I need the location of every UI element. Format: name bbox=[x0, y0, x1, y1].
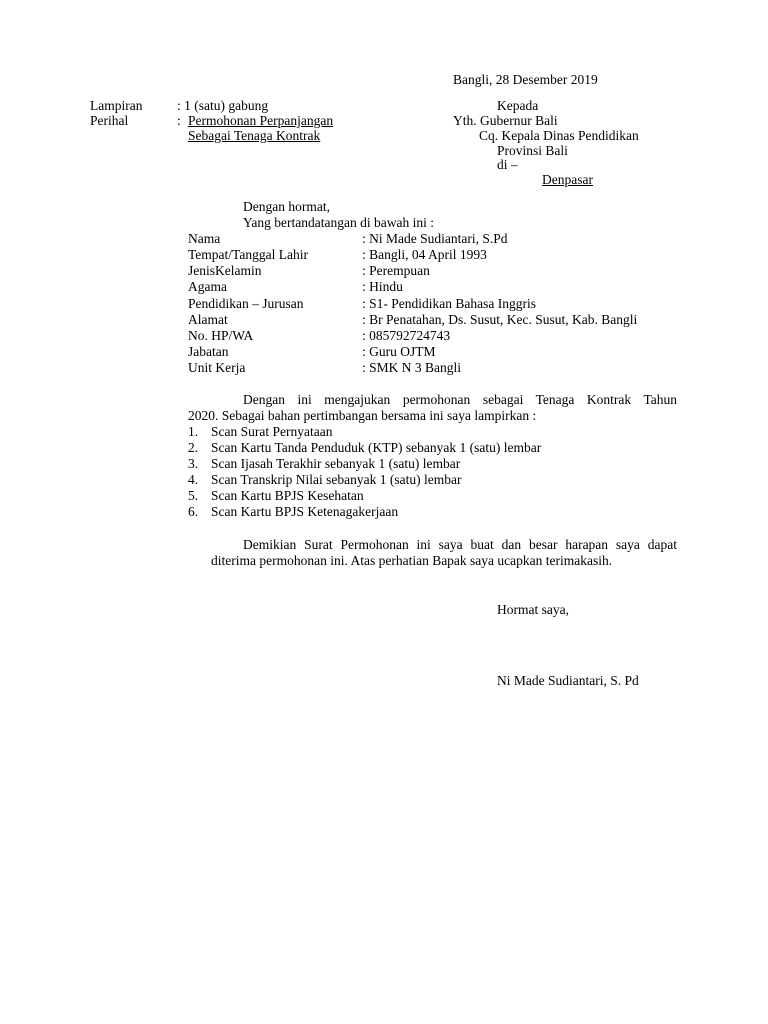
identity-label: Agama bbox=[188, 279, 227, 294]
identity-value: : Perempuan bbox=[362, 263, 430, 278]
lampiran-label: Lampiran bbox=[90, 98, 143, 113]
identity-label: JenisKelamin bbox=[188, 263, 262, 278]
perihal-line-1: Permohonan Perpanjangan bbox=[188, 113, 334, 128]
lampiran-value: : 1 (satu) gabung bbox=[177, 98, 269, 113]
hormat-saya: Hormat saya, bbox=[497, 602, 569, 617]
body-paragraph-line-2: 2020. Sebagai bahan pertimbangan bersama ini saya lampirkan : bbox=[188, 408, 537, 423]
list-item-number: 6. bbox=[188, 504, 199, 519]
closing-paragraph-line-1: Demikian Surat Permohonan ini saya buat dan besar harapan saya dapat bbox=[243, 537, 677, 552]
body-paragraph-line-1: Dengan ini mengajukan permohonan sebagai Tenaga Kontrak Tahun bbox=[243, 392, 677, 407]
perihal-colon: : bbox=[177, 113, 181, 128]
list-item: Scan Kartu BPJS Kesehatan bbox=[211, 488, 364, 503]
list-item-number: 5. bbox=[188, 488, 199, 503]
list-item: Scan Kartu Tanda Penduduk (KTP) sebanyak 1 (satu) lembar bbox=[211, 440, 542, 455]
identity-label: No. HP/WA bbox=[188, 328, 254, 343]
recipient-city: Denpasar bbox=[542, 172, 593, 187]
identity-label: Alamat bbox=[188, 312, 228, 327]
identity-value: : S1- Pendidikan Bahasa Inggris bbox=[362, 296, 536, 311]
identity-value: : SMK N 3 Bangli bbox=[362, 360, 462, 375]
identity-label: Nama bbox=[188, 231, 221, 246]
list-item: Scan Kartu BPJS Ketenagakerjaan bbox=[211, 504, 399, 519]
recipient-cq: Cq. Kepala Dinas Pendidikan bbox=[479, 128, 639, 143]
identity-label: Tempat/Tanggal Lahir bbox=[188, 247, 308, 262]
identity-value: : Br Penatahan, Ds. Susut, Kec. Susut, Kab. Bangli bbox=[362, 312, 638, 327]
perihal-line-2: Sebagai Tenaga Kontrak bbox=[188, 128, 321, 143]
list-item: Scan Ijasah Terakhir sebanyak 1 (satu) lembar bbox=[211, 456, 461, 471]
greeting: Dengan hormat, bbox=[243, 199, 330, 214]
list-item-number: 3. bbox=[188, 456, 199, 471]
signature-name: Ni Made Sudiantari, S. Pd bbox=[497, 673, 639, 688]
perihal-label: Perihal bbox=[90, 113, 129, 128]
recipient-provinsi: Provinsi Bali bbox=[497, 143, 568, 158]
recipient-yth: Yth. Gubernur Bali bbox=[453, 113, 558, 128]
place-date: Bangli, 28 Desember 2019 bbox=[453, 72, 598, 87]
list-item-number: 2. bbox=[188, 440, 199, 455]
list-item: Scan Transkrip Nilai sebanyak 1 (satu) lembar bbox=[211, 472, 462, 487]
recipient-di: di – bbox=[497, 157, 518, 172]
list-item-number: 4. bbox=[188, 472, 199, 487]
list-item-number: 1. bbox=[188, 424, 199, 439]
identity-value: : Guru OJTM bbox=[362, 344, 436, 359]
intro-line: Yang bertandatangan di bawah ini : bbox=[243, 215, 434, 230]
closing-paragraph-line-2: diterima permohonan ini. Atas perhatian Bapak saya ucapkan terimakasih. bbox=[211, 553, 613, 568]
list-item: Scan Surat Pernyataan bbox=[211, 424, 333, 439]
identity-label: Jabatan bbox=[188, 344, 229, 359]
identity-label: Pendidikan – Jurusan bbox=[188, 296, 304, 311]
identity-value: : Ni Made Sudiantari, S.Pd bbox=[362, 231, 508, 246]
identity-value: : 085792724743 bbox=[362, 328, 451, 343]
identity-value: : Hindu bbox=[362, 279, 403, 294]
identity-value: : Bangli, 04 April 1993 bbox=[362, 247, 487, 262]
identity-label: Unit Kerja bbox=[188, 360, 246, 375]
recipient-kepada: Kepada bbox=[497, 98, 539, 113]
